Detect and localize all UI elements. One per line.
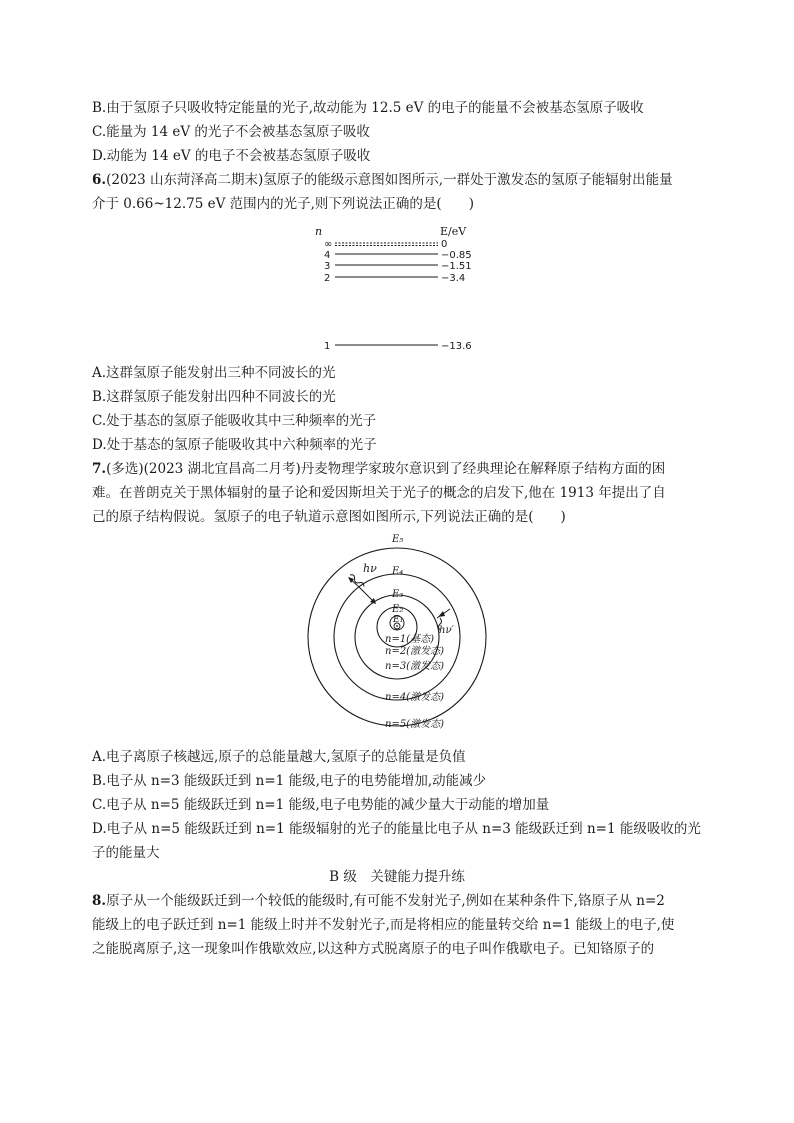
- transition-arrowhead-out: [438, 611, 445, 617]
- level-e-inf: 0: [441, 239, 448, 250]
- q7-option-d-line-2: 子的能量大: [92, 845, 160, 861]
- label-e4: E₄: [392, 566, 404, 577]
- level-n-3: 3: [324, 261, 331, 272]
- q7-stem-line-1: 7.(多选)(2023 湖北宜昌高二月考)丹麦物理学家玻尔意识到了经典理论在解释原子结构方面的困: [92, 461, 666, 477]
- q6-stem-line-1: 6.(2023 山东菏泽高二期末)氢原子的能级示意图如图所示,一群处于激发态的氢原子能辐射出能量: [92, 172, 673, 188]
- q6-option-b: B.这群氢原子能发射出四种不同波长的光: [92, 389, 336, 405]
- level-n-4: 4: [324, 250, 331, 261]
- q7-option-a: A.电子离原子核越远,原子的总能量越大,氢原子的总能量是负值: [92, 749, 466, 765]
- photon-in-label: hν: [363, 562, 377, 575]
- q8-number: 8.: [92, 893, 107, 909]
- level-e-4: −0.85: [441, 250, 472, 261]
- q7-option-b: B.电子从 n=3 能级跃迁到 n=1 能级,电子的电势能增加,动能减少: [92, 773, 487, 789]
- electron-orbit-diagram: [300, 530, 500, 736]
- level-e-3: −1.51: [441, 261, 472, 272]
- label-e3: E₃: [392, 589, 404, 600]
- q7-number: 7.: [92, 461, 107, 477]
- q5-option-b: B.由于氢原子只吸收特定能量的光子,故动能为 12.5 eV 的电子的能量不会被基态氢原子吸收: [92, 100, 644, 116]
- q6-option-d: D.处于基态的氢原子能吸收其中六种频率的光子: [92, 437, 377, 453]
- level-n-1: 1: [324, 341, 331, 352]
- q7-stem-line-2: 难。在普朗克关于黑体辐射的量子论和爱因斯坦关于光子的概念的启发下,他在 1913 年提出了自: [92, 485, 666, 501]
- orbit-label-4: n=4(激发态): [385, 692, 444, 703]
- q5-option-c: C.能量为 14 eV 的光子不会被基态氢原子吸收: [92, 124, 370, 140]
- q7-option-c: C.电子从 n=5 能级跃迁到 n=1 能级,电子电势能的减少量大于动能的增加量: [92, 797, 550, 813]
- q7-option-d-line-1: D.电子从 n=5 能级跃迁到 n=1 能级辐射的光子的能量比电子从 n=3 能级跃迁到 n=1 能级吸收的光: [92, 821, 701, 837]
- section-b-heading: B 级 关键能力提升练: [329, 869, 465, 885]
- q8-line-2: 能级上的电子跃迁到 n=1 能级上时并不发射光子,而是将相应的能量转交给 n=1 能级上的电子,使: [92, 917, 675, 933]
- q8-line-1: 8.原子从一个能级跃迁到一个较低的能级时,有可能不发射光子,例如在某种条件下,铬原子从 n=2: [92, 893, 665, 909]
- q6-option-a: A.这群氢原子能发射出三种不同波长的光: [92, 365, 336, 381]
- q8-line-3: 之能脱离原子,这一现象叫作俄歇效应,以这种方式脱离原子的电子叫作俄歇电子。已知铬原子的: [92, 941, 655, 957]
- q7-stem-line-3: 己的原子结构假说。氢原子的电子轨道示意图如图所示,下列说法正确的是( ): [92, 509, 566, 525]
- q6-option-c: C.处于基态的氢原子能吸收其中三种频率的光子: [92, 413, 377, 429]
- label-e2: E₂: [392, 604, 404, 615]
- level-e-1: −13.6: [441, 341, 472, 352]
- q6-stem-line-2: 介于 0.66~12.75 eV 范围内的光子,则下列说法正确的是( ): [92, 196, 474, 212]
- q5-option-d: D.动能为 14 eV 的电子不会被基态氢原子吸收: [92, 148, 371, 164]
- orbit-label-5: n=5(激发态): [385, 719, 444, 730]
- nucleus-dot: [396, 625, 398, 627]
- label-e5: E₅: [392, 534, 404, 545]
- level-n-2: 2: [324, 273, 331, 284]
- level-e-2: −3.4: [441, 273, 466, 284]
- energy-level-diagram: [310, 222, 510, 354]
- label-e1: E₁: [393, 615, 404, 625]
- energy-axis-label: E/eV: [440, 225, 467, 238]
- orbit-label-2: n=2(激发态): [385, 646, 444, 657]
- orbit-label-1: n=1(基态): [385, 634, 434, 645]
- orbit-label-3: n=3(激发态): [385, 661, 444, 672]
- level-n-inf: ∞: [324, 239, 333, 250]
- transition-arrow-in: [358, 586, 374, 602]
- q6-number: 6.: [92, 172, 107, 188]
- n-axis-label: n: [315, 225, 323, 238]
- photon-out-label: hν′: [439, 625, 454, 636]
